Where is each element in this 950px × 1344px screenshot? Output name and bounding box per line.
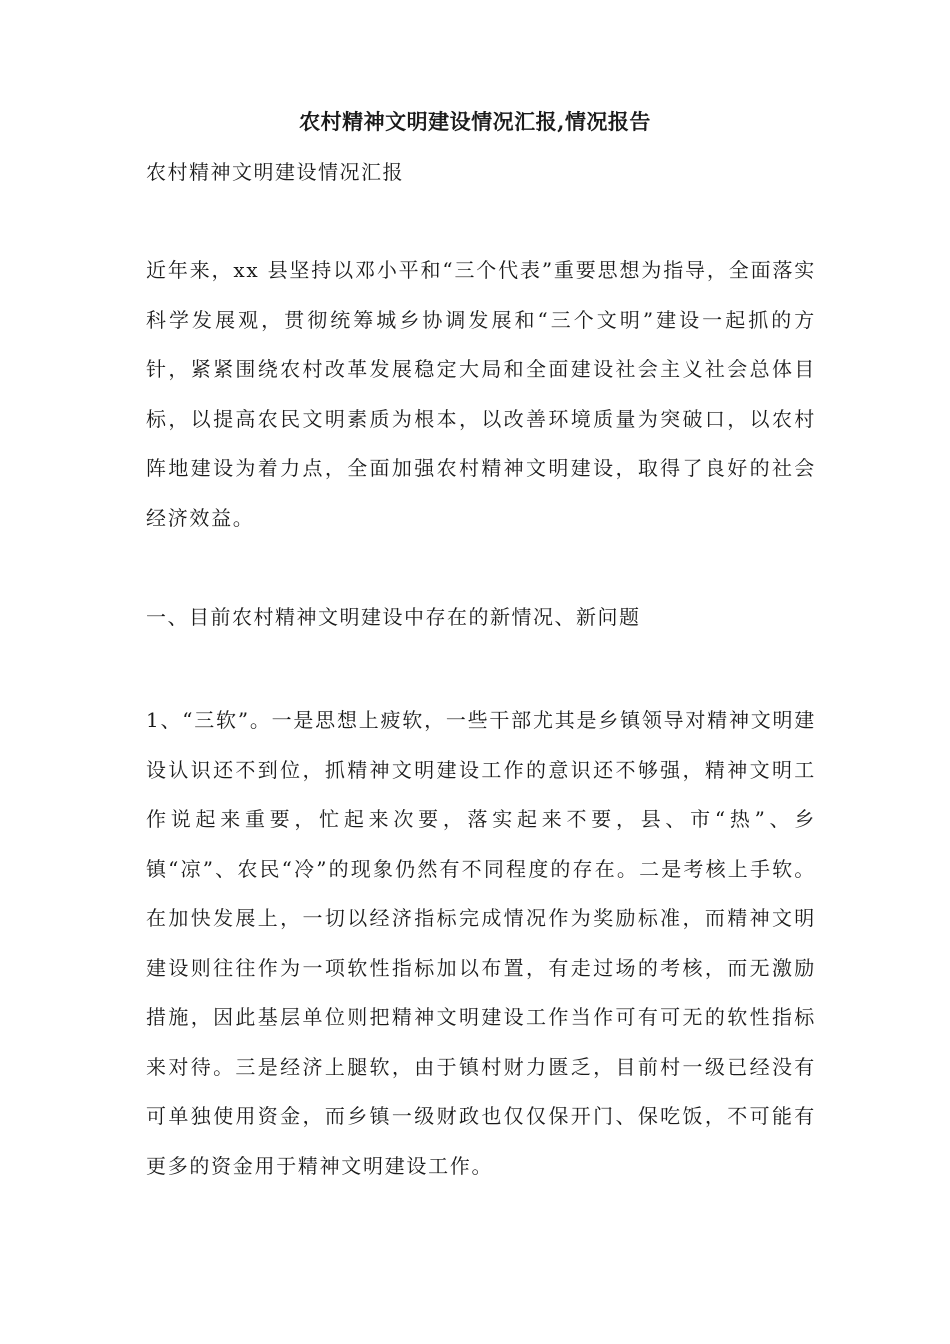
intro-paragraph: 近年来，xx 县坚持以邓小平和“三个代表”重要思想为指导，全面落实科学发展观，贯彻统筹城乡协调发展和“三个文明”建设一起抓的方针，紧紧围绕农村改革发展稳定大局和全面建设社会主义社会总体目标，以提高农民文明素质为根本，以改善环境质量为突破口，以农村阵地建设为着力点，全面加强农村精神文明建设，取得了良好的社会经济效益。 [146, 258, 816, 530]
point-1-paragraph: 1、“三软”。一是思想上疲软，一些干部尤其是乡镇领导对精神文明建设认识还不到位，抓精神文明建设工作的意识还不够强，精神文明工作说起来重要，忙起来次要，落实起来不要，县、市“热”、乡镇“凉”、农民“冷”的现象仍然有不同程度的存在。二是考核上手软。在加快发展上，一切以经济指标完成情况作为奖励标准，而精神文明建设则往往作为一项软性指标加以布置，有走过场的考核，而无激励措施，因此基层单位则把精神文明建设工作当作可有可无的软性指标来对待。三是经济上腿软，由于镇村财力匮乏，目前村一级已经没有可单独使用资金，而乡镇一级财政也仅仅保开门、保吃饭，不可能有更多的资金用于精神文明建设工作。 [146, 708, 816, 1178]
document-title: 农村精神文明建设情况汇报,情况报告 [299, 109, 651, 134]
document-subtitle: 农村精神文明建设情况汇报 [146, 160, 404, 184]
section-heading: 一、目前农村精神文明建设中存在的新情况、新问题 [146, 605, 641, 629]
